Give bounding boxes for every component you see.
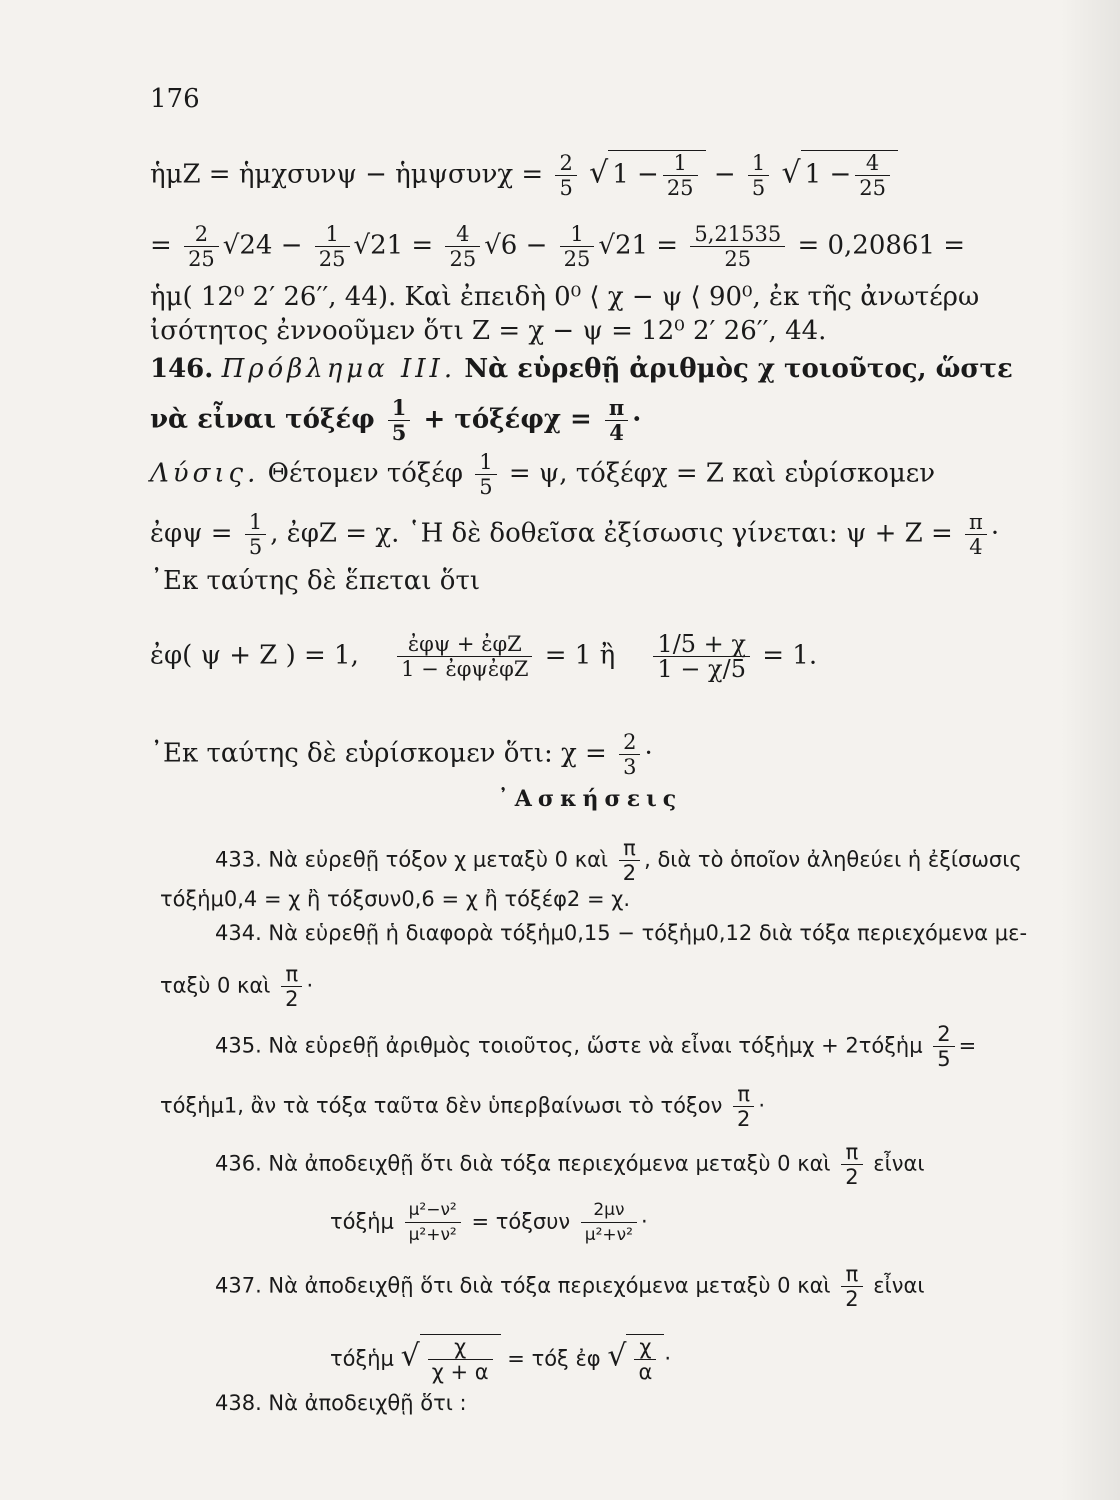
page-edge-shadow — [1060, 0, 1120, 1500]
equation-line-2: = $\frac{2}{25}$ √24 − $\frac{1}{25}$ √21 = $\frac{4}{25}$ √6 − $\frac{1}{25}$ √21 = $\frac{5,21535}{25}$ = 0,20861 = — [150, 222, 966, 271]
equation-line-1 — [150, 150, 1030, 200]
solution-result: ᾿Εκ ταύτης δὲ εὑρίσκομεν ὅτι: χ = $\frac{2}{3}$ · — [150, 730, 653, 779]
fraction: $\frac{1}{5}$ — [748, 151, 769, 200]
equation-text: ἡμZ = ἡμχσυνψ − ἡμψσυνχ = — [150, 159, 544, 190]
radical-sign: √ — [607, 1338, 627, 1374]
problem-title — [150, 352, 1030, 386]
solution-label: Λύσις. — [150, 458, 260, 489]
exercise-435: 435. Νὰ εὑρεθῇ ἀριθμὸς τοιοῦτος, ὥστε νὰ εἶναι τόξἡμχ + 2τόξἡμ $\frac{2}{5}$ = — [215, 1022, 977, 1071]
radicand: 1 − $\frac{4}{25}$ — [801, 150, 898, 200]
exercise-436: 436. Νὰ ἀποδειχθῇ ὅτι διὰ τόξα περιεχόμενα μεταξὺ 0 καὶ $\frac{\pi}{2}$ εἶναι — [215, 1140, 925, 1189]
fraction: $\frac{2}{5}$ — [555, 151, 576, 200]
radical-sign: √ — [400, 1338, 420, 1374]
problem-label: Πρόβλημα III. — [221, 354, 457, 384]
exercise-433: 433. Νὰ εὑρεθῇ τόξον χ μεταξὺ 0 καὶ $\frac{\pi}{2}$ , διὰ τὸ ὁποῖον ἀληθεύει ἡ ἐξίσωσις — [215, 836, 1022, 885]
solution-line-2: ἐφψ = $\frac{1}{5}$ , ἐφZ = χ. ῾Η δὲ δοθεῖσα ἐξίσωσις γίνεται: ψ + Z = $\frac{\pi}{4}$ · — [150, 510, 1000, 559]
radicand: 1 − $\frac{1}{25}$ — [608, 150, 705, 200]
exercise-436-equation: τόξἡμ $\frac{\text{μ²−ν²}}{\text{μ²+ν²}}$ = τόξσυν $\frac{2\mu\nu}{\text{μ²+ν²}}$ · — [330, 1200, 648, 1245]
exercise-437: 437. Νὰ ἀποδειχθῇ ὅτι διὰ τόξα περιεχόμενα μεταξὺ 0 καὶ $\frac{\pi}{2}$ εἶναι — [215, 1262, 925, 1311]
text-line-3: ἡμ( 12⁰ 2′ 26′′, 44). Καὶ ἐπειδὴ 0⁰ ⟨ χ − ψ ⟨ 90⁰, ἐκ τῆς ἀνωτέρω — [150, 282, 980, 312]
problem-number: 146. — [150, 354, 214, 384]
exercise-434: 434. Νὰ εὑρεθῇ ἡ διαφορὰ τόξἡμ0,15 − τόξἡμ0,12 διὰ τόξα περιεχόμενα με- — [215, 921, 1028, 945]
solution-line-3: ᾿Εκ ταύτης δὲ ἕπεται ὅτι — [150, 566, 481, 596]
exercise-438: 438. Νὰ ἀποδειχθῇ ὅτι : — [215, 1391, 467, 1415]
exercise-434-cont: ταξὺ 0 καὶ $\frac{\pi}{2}$ · — [160, 962, 314, 1011]
exercise-435-cont: τόξἡμ1, ἂν τὰ τόξα ταῦτα δὲν ὑπερβαίνωσι τὸ τόξον $\frac{\pi}{2}$ · — [160, 1082, 766, 1131]
radical-sign: √ — [589, 155, 609, 191]
problem-statement: Νὰ εὑρεθῇ ἀριθμὸς χ τοιοῦτος, ὥστε — [464, 354, 1013, 384]
problem-condition: νὰ εἶναι τόξέφ $\frac{1}{5}$ + τόξέφχ = $\frac{\pi}{4}$ · — [150, 395, 642, 445]
text-line-4: ἰσότητος ἐννοοῦμεν ὅτι Z = χ − ψ = 12⁰ 2′ 26′′, 44. — [150, 316, 827, 346]
solution-equation: ἐφ( ψ + Z ) = 1, $\frac{\text{ἐφψ + ἐφZ}}{\text{1 − ἐφψἐφZ}}$ = 1 ἢ $\frac{1/5 + \chi}{1 - \chi/5}$ = 1. — [150, 630, 818, 683]
exercise-437-equation: τόξἡμ √ $\frac{\chi}{\chi + \alpha}$ = τόξ ἐφ √ $\frac{\chi}{\alpha}$ · — [330, 1335, 671, 1384]
solution-line-1: Λύσις. Θέτομεν τόξέφ $\frac{1}{5}$ = ψ, τόξέφχ = Z καὶ εὑρίσκομεν — [150, 450, 936, 499]
exercise-433-equations: τόξἡμ0,4 = χ ἢ τόξσυν0,6 = χ ἢ τόξέφ2 = χ. — [160, 887, 631, 911]
page-number: 176 — [150, 84, 200, 114]
exercises-heading: ᾿Ασκήσεις — [497, 786, 683, 812]
radical-sign: √ — [781, 155, 801, 191]
minus-sign: − — [713, 159, 736, 190]
